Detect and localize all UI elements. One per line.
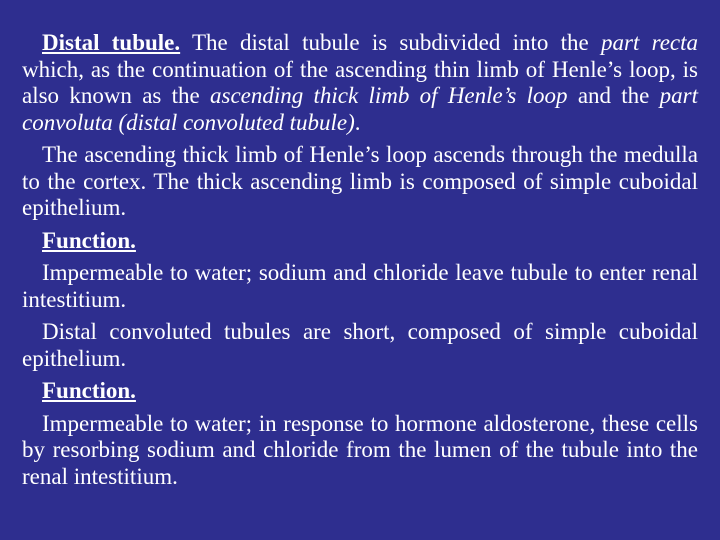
term-part-recta: part recta: [601, 30, 698, 55]
function-heading-1: [22, 228, 698, 255]
function-heading-2: [22, 378, 698, 405]
text-segment: and the: [567, 83, 660, 108]
text-segment: .: [354, 109, 361, 135]
paragraph-distal-tubule: [22, 30, 698, 136]
paragraph-function-2: Impermeable to water; in response to hormone aldosterone, these cells by resorbing sodium and chloride from the lumen of the tubule into the renal intestitium.: [22, 410, 698, 489]
text-segment: which, as the continuation of the ascending thin limb of Henle’s loop, is also known as the: [22, 56, 698, 108]
text-segment: The distal tubule is subdivided into the: [180, 30, 601, 55]
heading-distal-tubule: Distal tubule.: [42, 30, 181, 55]
function-heading-2-text: Function.: [42, 378, 136, 403]
term-ascending-thick-limb: ascending thick limb of Henle’s loop: [210, 83, 568, 108]
function-heading-1-text: Function.: [42, 227, 136, 253]
term-part-convoluta: part convoluta (distal convoluted tubule): [22, 83, 699, 135]
paragraph-function-1: Impermeable to water; sodium and chloride leave tubule to enter renal intestitium.: [22, 260, 698, 312]
paragraph-ascending-limb: The ascending thick limb of Henle’s loop ascends through the medulla to the cortex. The thick ascending limb is composed of simple cuboidal epithelium.: [22, 142, 698, 220]
paragraph-distal-convoluted: Distal convoluted tubules are short, composed of simple cuboidal epithelium.: [22, 319, 698, 371]
